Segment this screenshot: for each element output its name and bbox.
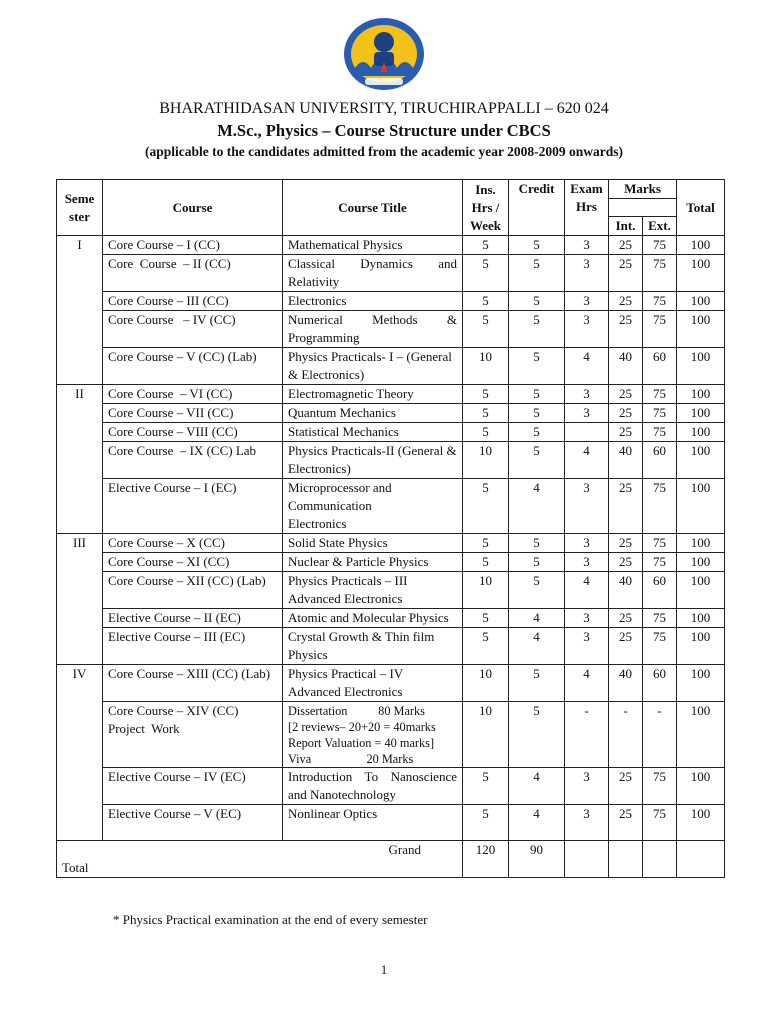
ext-cell: 60 — [643, 665, 677, 702]
int-cell: 25 — [609, 553, 643, 572]
title-cell: Microprocessor and Communication Electronics — [283, 479, 463, 534]
credit-cell: 5 — [509, 423, 565, 442]
hrs-cell: 10 — [463, 572, 509, 609]
credit-cell: 5 — [509, 572, 565, 609]
ext-cell: 75 — [643, 404, 677, 423]
table-row — [57, 255, 725, 292]
grand-total-group — [57, 841, 725, 878]
credit-cell: 5 — [509, 255, 565, 292]
semester-group-iii — [57, 534, 725, 665]
page-number: 1 — [380, 962, 388, 977]
ext-cell: 60 — [643, 348, 677, 385]
semester-group-i — [57, 236, 725, 385]
table-row — [57, 442, 725, 479]
table-row — [57, 553, 725, 572]
int-cell: 25 — [609, 628, 643, 665]
course-cell: Core Course – XIV (CC) Project Work — [103, 702, 283, 768]
exam-cell: 3 — [565, 479, 609, 534]
course-cell: Core Course – VIII (CC) — [103, 423, 283, 442]
exam-cell: 3 — [565, 628, 609, 665]
ext-cell: 75 — [643, 423, 677, 442]
course-cell: Core Course – III (CC) — [103, 292, 283, 311]
grand-total-hrs: 120 — [463, 841, 509, 878]
dissertation-line: Dissertation 80 Marks — [288, 704, 425, 718]
ext-cell: 75 — [643, 609, 677, 628]
credit-cell: 4 — [509, 479, 565, 534]
title-cell: Mathematical Physics — [283, 236, 463, 255]
title-cell: Numerical Methods & Programming — [283, 311, 463, 348]
table-row — [57, 479, 725, 534]
ext-cell: 75 — [643, 805, 677, 841]
title-cell: Physics Practicals – III Advanced Electronics — [283, 572, 463, 609]
hrs-cell: 10 — [463, 442, 509, 479]
course-cell: Core Course – II (CC) — [103, 255, 283, 292]
credit-cell: 5 — [509, 404, 565, 423]
table-row — [57, 572, 725, 609]
header-ins-hrs: Ins. Hrs / Week — [463, 180, 509, 236]
total-cell: 100 — [677, 348, 725, 385]
course-cell: Core Course – IV (CC) — [103, 311, 283, 348]
int-cell: 25 — [609, 805, 643, 841]
hrs-cell: 10 — [463, 702, 509, 768]
hrs-cell: 5 — [463, 628, 509, 665]
table-row — [57, 236, 725, 255]
int-cell: 25 — [609, 255, 643, 292]
total-cell: 100 — [677, 404, 725, 423]
total-cell: 100 — [677, 479, 725, 534]
marks-spacer — [609, 199, 677, 217]
hrs-cell: 5 — [463, 479, 509, 534]
exam-cell: 4 — [565, 442, 609, 479]
ext-cell: 75 — [643, 311, 677, 348]
table-row — [57, 404, 725, 423]
title-cell: Electronics — [283, 292, 463, 311]
header-marks: Marks — [609, 180, 677, 199]
grand-total-int — [609, 841, 643, 878]
int-cell: 25 — [609, 236, 643, 255]
table-row — [57, 768, 725, 805]
table-row — [57, 702, 725, 768]
credit-cell: 5 — [509, 702, 565, 768]
exam-cell: 3 — [565, 385, 609, 404]
hrs-cell: 5 — [463, 236, 509, 255]
header-course: Course — [103, 180, 283, 236]
title-cell: Atomic and Molecular Physics — [283, 609, 463, 628]
grand-label: Grand — [388, 842, 421, 857]
exam-cell: 3 — [565, 534, 609, 553]
hrs-cell: 5 — [463, 311, 509, 348]
viva-line: Viva 20 Marks — [288, 752, 414, 766]
int-cell: 40 — [609, 442, 643, 479]
semester-label: III — [57, 534, 103, 665]
ext-cell: 60 — [643, 572, 677, 609]
total-cell: 100 — [677, 385, 725, 404]
header-course-title: Course Title — [283, 180, 463, 236]
credit-cell: 4 — [509, 628, 565, 665]
total-cell: 100 — [677, 805, 725, 841]
total-cell: 100 — [677, 442, 725, 479]
hrs-cell: 5 — [463, 423, 509, 442]
table-row — [57, 292, 725, 311]
title-cell: Electromagnetic Theory — [283, 385, 463, 404]
exam-cell: - — [565, 702, 609, 768]
exam-cell: 3 — [565, 236, 609, 255]
course-cell: Core Course – X (CC) — [103, 534, 283, 553]
hrs-cell: 10 — [463, 348, 509, 385]
semester-label: II — [57, 385, 103, 534]
total-cell: 100 — [677, 423, 725, 442]
int-cell: 25 — [609, 311, 643, 348]
header-int: Int. — [609, 217, 643, 236]
credit-cell: 5 — [509, 665, 565, 702]
table-row — [57, 348, 725, 385]
total-cell: 100 — [677, 255, 725, 292]
table-row — [57, 311, 725, 348]
credit-cell: 5 — [509, 385, 565, 404]
hrs-cell: 5 — [463, 553, 509, 572]
total-cell: 100 — [677, 236, 725, 255]
hrs-cell: 5 — [463, 292, 509, 311]
ext-cell: 75 — [643, 479, 677, 534]
hrs-cell: 5 — [463, 255, 509, 292]
int-cell: 25 — [609, 479, 643, 534]
credit-cell: 5 — [509, 311, 565, 348]
grand-total-exam — [565, 841, 609, 878]
title-cell: Physics Practicals- I – (General & Electronics) — [283, 348, 463, 385]
int-cell: - — [609, 702, 643, 768]
total-cell: 100 — [677, 768, 725, 805]
header-total: Total — [677, 180, 725, 236]
header-exam-hrs: Exam Hrs — [565, 180, 609, 236]
total-cell: 100 — [677, 702, 725, 768]
course-structure-table — [56, 179, 725, 878]
semester-label: I — [57, 236, 103, 385]
exam-cell: 4 — [565, 572, 609, 609]
exam-cell: 4 — [565, 665, 609, 702]
credit-cell: 4 — [509, 805, 565, 841]
total-cell: 100 — [677, 628, 725, 665]
table-row — [57, 534, 725, 553]
grand-total-row — [57, 841, 725, 878]
total-cell: 100 — [677, 292, 725, 311]
ext-cell: 75 — [643, 628, 677, 665]
table-row — [57, 805, 725, 841]
course-structure-title: M.Sc., Physics – Course Structure under CBCS — [217, 121, 551, 140]
total-cell: 100 — [677, 553, 725, 572]
exam-cell: 3 — [565, 805, 609, 841]
exam-cell: 3 — [565, 553, 609, 572]
total-cell: 100 — [677, 534, 725, 553]
table-row — [57, 665, 725, 702]
credit-cell: 5 — [509, 292, 565, 311]
int-cell: 25 — [609, 609, 643, 628]
hrs-cell: 5 — [463, 404, 509, 423]
credit-cell: 5 — [509, 348, 565, 385]
ext-cell: 75 — [643, 553, 677, 572]
title-cell: Physics Practicals-II (General & Electronics) — [283, 442, 463, 479]
title-cell: Quantum Mechanics — [283, 404, 463, 423]
table-row — [57, 609, 725, 628]
table-row — [57, 628, 725, 665]
credit-cell: 4 — [509, 768, 565, 805]
course-cell: Core Course – I (CC) — [103, 236, 283, 255]
title-cell: Statistical Mechanics — [283, 423, 463, 442]
applicability-note: (applicable to the candidates admitted from the academic year 2008-2009 onwards) — [145, 144, 623, 159]
semester-label: IV — [57, 665, 103, 841]
exam-cell: 3 — [565, 768, 609, 805]
course-cell: Core Course – VII (CC) — [103, 404, 283, 423]
course-cell: Core Course – XI (CC) — [103, 553, 283, 572]
title-cell: Nonlinear Optics — [283, 805, 463, 841]
grand-total-label — [57, 841, 463, 878]
exam-cell: 3 — [565, 311, 609, 348]
credit-cell: 5 — [509, 553, 565, 572]
course-cell: Core Course – VI (CC) — [103, 385, 283, 404]
total-cell: 100 — [677, 311, 725, 348]
title-cell: Solid State Physics — [283, 534, 463, 553]
title-cell: Crystal Growth & Thin film Physics — [283, 628, 463, 665]
int-cell: 25 — [609, 768, 643, 805]
university-emblem-logo — [341, 12, 427, 92]
exam-cell: 3 — [565, 255, 609, 292]
title-cell: Introduction To Nanoscience and Nanotechnology — [283, 768, 463, 805]
exam-cell — [565, 423, 609, 442]
course-cell: Core Course – XIII (CC) (Lab) — [103, 665, 283, 702]
int-cell: 25 — [609, 292, 643, 311]
hrs-cell: 5 — [463, 534, 509, 553]
header-ext: Ext. — [643, 217, 677, 236]
int-cell: 25 — [609, 423, 643, 442]
course-cell: Core Course – IX (CC) Lab — [103, 442, 283, 479]
course-cell: Elective Course – II (EC) — [103, 609, 283, 628]
credit-cell: 4 — [509, 609, 565, 628]
int-cell: 40 — [609, 665, 643, 702]
reviews-line: [2 reviews– 20+20 = 40marks — [288, 720, 436, 734]
hrs-cell: 5 — [463, 768, 509, 805]
course-cell: Elective Course – V (EC) — [103, 805, 283, 841]
hrs-cell: 5 — [463, 805, 509, 841]
header-credit: Credit — [509, 180, 565, 236]
credit-cell: 5 — [509, 534, 565, 553]
ext-cell: 75 — [643, 255, 677, 292]
credit-cell: 5 — [509, 442, 565, 479]
course-cell: Core Course – V (CC) (Lab) — [103, 348, 283, 385]
grand-total-credit: 90 — [509, 841, 565, 878]
credit-cell: 5 — [509, 236, 565, 255]
report-valuation-line: Report Valuation = 40 marks] — [288, 736, 435, 750]
header-semester: Seme ster — [57, 180, 103, 236]
title-cell: Nuclear & Particle Physics — [283, 553, 463, 572]
course-cell: Elective Course – III (EC) — [103, 628, 283, 665]
exam-cell: 3 — [565, 404, 609, 423]
hrs-cell: 5 — [463, 609, 509, 628]
hrs-cell: 5 — [463, 385, 509, 404]
dissertation-breakdown — [283, 702, 463, 768]
total-cell: 100 — [677, 609, 725, 628]
ext-cell: 75 — [643, 768, 677, 805]
course-cell: Elective Course – IV (EC) — [103, 768, 283, 805]
int-cell: 25 — [609, 385, 643, 404]
exam-cell: 4 — [565, 348, 609, 385]
ext-cell: 60 — [643, 442, 677, 479]
table-row — [57, 385, 725, 404]
int-cell: 25 — [609, 404, 643, 423]
grand-total-total — [677, 841, 725, 878]
ext-cell: - — [643, 702, 677, 768]
total-cell: 100 — [677, 572, 725, 609]
table-row — [57, 423, 725, 442]
exam-cell: 3 — [565, 292, 609, 311]
int-cell: 40 — [609, 572, 643, 609]
total-label: Total — [62, 860, 89, 875]
ext-cell: 75 — [643, 534, 677, 553]
ext-cell: 75 — [643, 292, 677, 311]
university-name: BHARATHIDASAN UNIVERSITY, TIRUCHIRAPPALLI – 620 024 — [159, 100, 609, 117]
title-cell: Physics Practical – IV Advanced Electronics — [283, 665, 463, 702]
footnote: * Physics Practical examination at the end of every semester — [113, 912, 428, 927]
ext-cell: 75 — [643, 385, 677, 404]
int-cell: 40 — [609, 348, 643, 385]
exam-cell: 3 — [565, 609, 609, 628]
grand-total-ext — [643, 841, 677, 878]
course-cell: Core Course – XII (CC) (Lab) — [103, 572, 283, 609]
hrs-cell: 10 — [463, 665, 509, 702]
semester-group-iv — [57, 665, 725, 841]
course-cell: Elective Course – I (EC) — [103, 479, 283, 534]
title-cell: Classical Dynamics and Relativity — [283, 255, 463, 292]
ext-cell: 75 — [643, 236, 677, 255]
total-cell: 100 — [677, 665, 725, 702]
semester-group-ii — [57, 385, 725, 534]
int-cell: 25 — [609, 534, 643, 553]
